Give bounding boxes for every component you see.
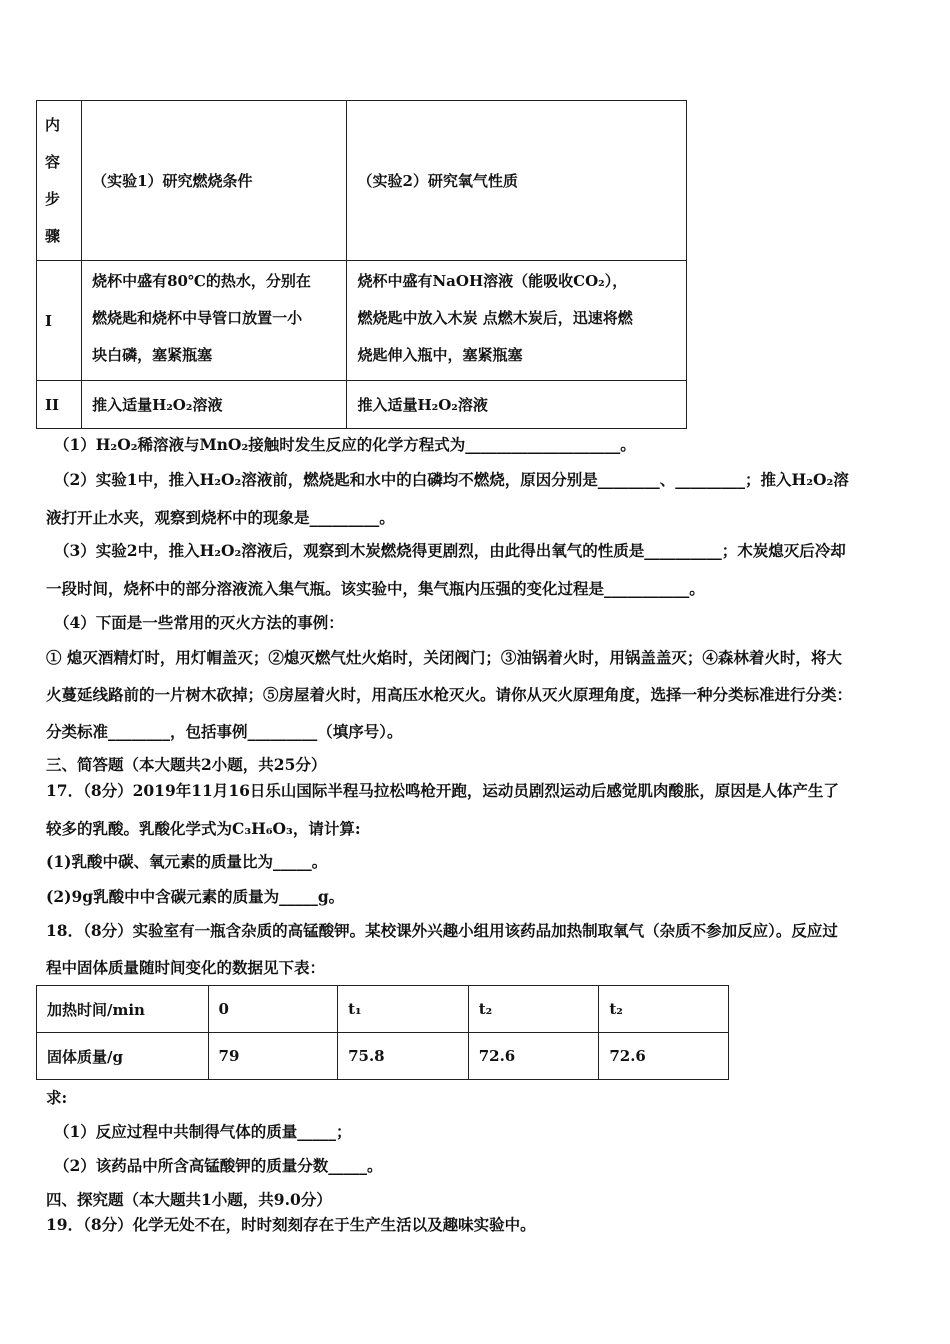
question-4-line3: 火蔓延线路前的一片树木砍掉；⑤房屋着火时，用高压水枪灭火。请你从灭火原理角度，选择一种分类标准进行分类： [46, 685, 853, 704]
question-18-ask: 求: [46, 1088, 68, 1107]
table-header-cell: 0 [208, 986, 338, 1033]
header-label-char: 内 [45, 116, 61, 134]
table-header-cell: t₁ [338, 986, 469, 1033]
question-2-line1: （2）实验1中，推入H₂O₂溶液前，燃烧匙和水中的白磷均不燃烧，原因分别是________、_________；推入H₂O₂溶 [54, 470, 849, 489]
cell-line: 燃烧匙中放入木炭 点燃木炭后，迅速将燃 [357, 309, 633, 327]
row2-exp1: 推入适量H₂O₂溶液 [82, 381, 347, 429]
question-17-line1: 17．（8分）2019年11月16日乐山国际半程马拉松鸣枪开跑，运动员剧烈运动后感觉肌肉酸胀，原因是人体产生了 [46, 781, 839, 800]
question-4-line2: ① 熄灭酒精灯时，用灯帽盖灭；②熄灭燃气灶火焰时，关闭阀门；③油锅着火时，用锅盖盖灭；④森林着火时，将大 [46, 648, 842, 667]
experiment-table [36, 100, 687, 429]
question-3-line2: 一段时间，烧杯中的部分溶液流入集气瓶。该实验中，集气瓶内压强的变化过程是___________。 [46, 579, 705, 598]
cell-line: 烧杯中盛有NaOH溶液（能吸收CO₂）， [357, 272, 628, 290]
question-18-part2: （2）该药品中所含高锰酸钾的质量分数_____。 [54, 1156, 383, 1175]
question-1: （1）H₂O₂稀溶液与MnO₂接触时发生反应的化学方程式为____________________。 [54, 435, 636, 454]
table-cell: 72.6 [468, 1033, 599, 1080]
question-18-part1: （1）反应过程中共制得气体的质量_____； [54, 1122, 352, 1141]
header-exp1: （实验1）研究燃烧条件 [82, 101, 347, 261]
header-label-char: 骤 [45, 227, 61, 245]
table-row [37, 261, 687, 381]
header-label-cell [37, 101, 82, 261]
mass-data-table [36, 985, 729, 1080]
header-label-char: 容 [45, 153, 61, 171]
section-3-title: 三、简答题（本大题共2小题，共25分） [46, 755, 327, 774]
header-label-char: 步 [45, 190, 61, 208]
question-2-line2: 液打开止水夹，观察到烧杯中的现象是_________。 [46, 508, 395, 527]
section-4-title: 四、探究题（本大题共1小题，共9.0分） [46, 1190, 332, 1209]
table-header-cell: t₂ [468, 986, 599, 1033]
cell-line: 烧匙伸入瓶中，塞紧瓶塞 [357, 346, 523, 364]
table-row [37, 381, 687, 429]
header-exp2: （实验2）研究氧气性质 [347, 101, 687, 261]
question-19: 19．（8分）化学无处不在，时时刻刻存在于生产生活以及趣味实验中。 [46, 1215, 536, 1234]
question-17-line2: 较多的乳酸。乳酸化学式为C₃H₆O₃，请计算: [46, 819, 361, 838]
question-4-line4: 分类标准________，包括事例_________（填序号）。 [46, 722, 403, 741]
row1-exp2 [347, 261, 687, 381]
table-header-cell: t₂ [599, 986, 729, 1033]
row1-exp1 [82, 261, 347, 381]
row1-label: I [37, 261, 82, 381]
table-cell: 固体质量/g [37, 1033, 209, 1080]
table-cell: 72.6 [599, 1033, 729, 1080]
cell-line: 燃烧匙和烧杯中导管口放置一小 [92, 309, 303, 327]
row2-label: II [37, 381, 82, 429]
cell-line: 块白磷，塞紧瓶塞 [92, 346, 213, 364]
table-row [37, 986, 729, 1033]
question-17-part1: (1)乳酸中碳、氧元素的质量比为_____。 [46, 852, 328, 871]
row2-exp2: 推入适量H₂O₂溶液 [347, 381, 687, 429]
question-3-line1: （3）实验2中，推入H₂O₂溶液后，观察到木炭燃烧得更剧烈，由此得出氧气的性质是__________；木炭熄灭后冷却 [54, 541, 846, 560]
question-17-part2: (2)9g乳酸中中含碳元素的质量为_____g。 [46, 887, 345, 906]
cell-line: 烧杯中盛有80℃的热水，分别在 [92, 272, 311, 290]
question-4-line1: （4）下面是一些常用的灭火方法的事例： [54, 613, 344, 632]
question-18-line2: 程中固体质量随时间变化的数据见下表： [46, 958, 326, 977]
question-18-line1: 18．（8分）实验室有一瓶含杂质的高锰酸钾。某校课外兴趣小组用该药品加热制取氧气（杂质不参加反应）。反应过 [46, 921, 838, 940]
table-header-cell: 加热时间/min [37, 986, 209, 1033]
table-cell: 79 [208, 1033, 338, 1080]
table-row [37, 1033, 729, 1080]
table-cell: 75.8 [338, 1033, 469, 1080]
table-row [37, 101, 687, 261]
